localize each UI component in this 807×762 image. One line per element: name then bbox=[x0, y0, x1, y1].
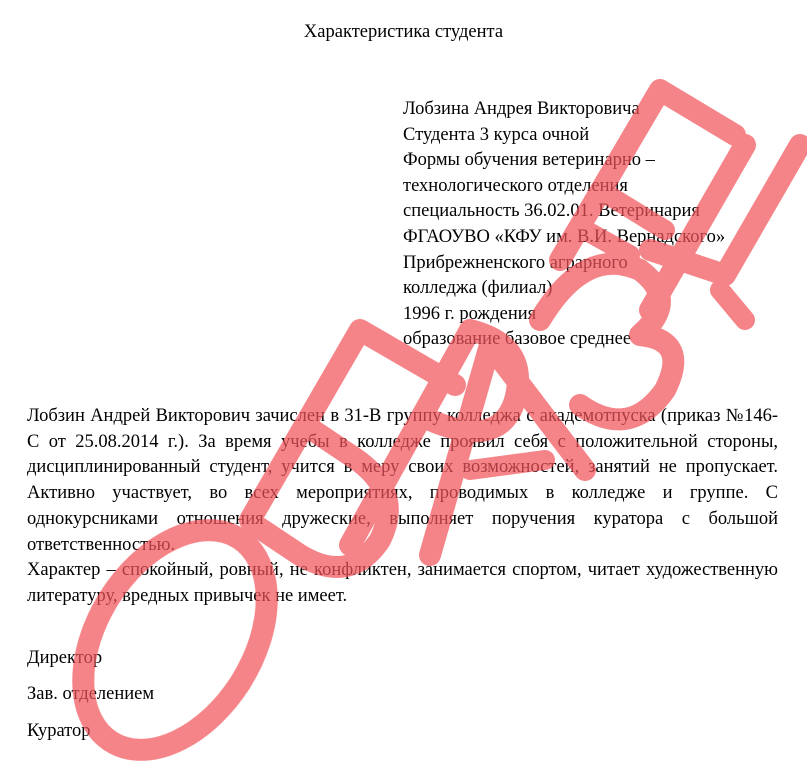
header-line-department: технологического отделения bbox=[403, 175, 628, 196]
student-header-block bbox=[403, 97, 803, 353]
header-line-study-form: Формы обучения ветеринарно – bbox=[403, 150, 655, 171]
header-line-name: Лобзина Андрея Викторовича bbox=[403, 99, 640, 119]
header-line-branch: колледжа (филиал) bbox=[403, 278, 553, 299]
signature-curator: Куратор bbox=[27, 721, 91, 741]
document-title: Характеристика студента bbox=[303, 22, 504, 42]
characteristic-paragraph-character: Характер – спокойный, ровный, не конфликтен, занимается спортом, читает художественную литературу, вредных привычек не имеет. bbox=[27, 560, 778, 606]
signature-department-head: Зав. отделением bbox=[27, 684, 155, 704]
header-line-birth-year: 1996 г. рождения bbox=[403, 303, 537, 324]
header-line-college: Прибрежненского аграрного bbox=[403, 252, 628, 273]
characteristic-body bbox=[27, 404, 778, 610]
header-line-university: ФГАОУВО «КФУ им. В.И. Вернадского» bbox=[403, 226, 726, 247]
signature-director: Директор bbox=[27, 648, 103, 668]
header-line-specialty: специальность 36.02.01. Ветеринария bbox=[403, 201, 700, 222]
header-line-education: образование базовое среднее bbox=[403, 329, 632, 350]
characteristic-paragraph-main: Лобзин Андрей Викторович зачислен в 31-В группу колледжа с академотпуска (приказ №146-С от 25.08.2014 г.). За время учебы в колледже проявил себя с положительной стороны, дисциплинированный студент, учится в меру своих возможностей, занятий не пропускает. Активно участвует, во всех мероприятиях, проводимых в колледже и группе. С однокурсниками отношения дружеские, выполняет поручения куратора с большой ответственностью. bbox=[27, 406, 778, 555]
header-line-course: Студента 3 курса очной bbox=[403, 124, 590, 145]
